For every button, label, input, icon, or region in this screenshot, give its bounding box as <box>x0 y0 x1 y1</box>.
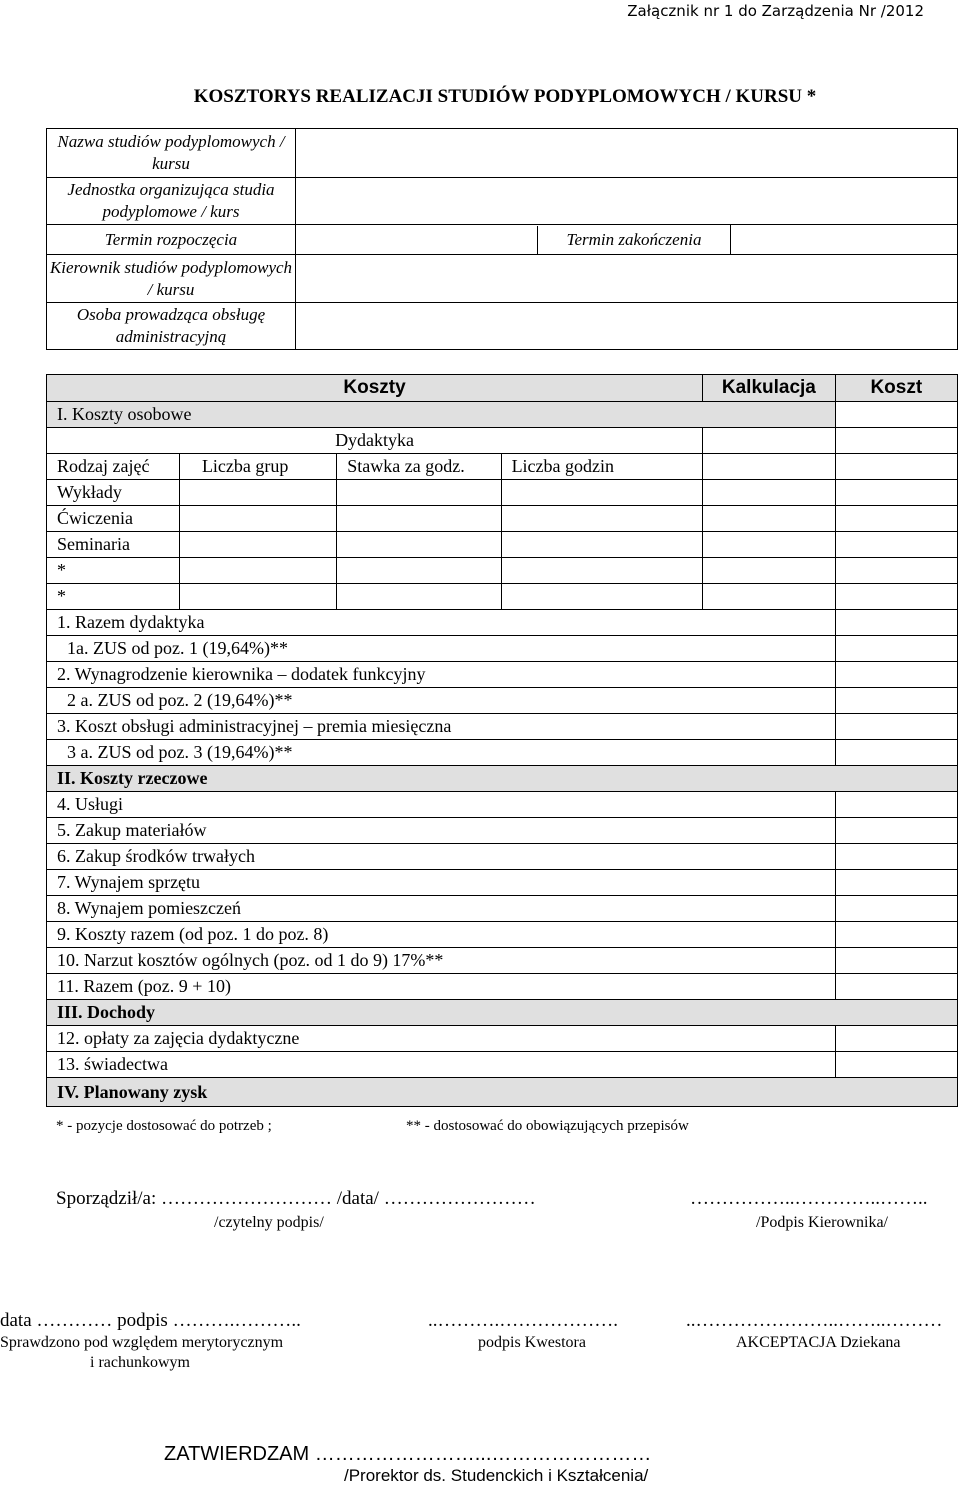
koszty-header: Koszty <box>47 375 703 402</box>
quaestor-dots: ..……….………………. <box>428 1310 618 1331</box>
rate-header: Stawka za godz. <box>337 454 501 480</box>
class-other: * <box>47 558 180 584</box>
cost-row: 8. Wynajem pomieszczeń <box>47 896 836 922</box>
manager-label: Kierownik studiów podyplomowych / kursu <box>47 255 296 303</box>
calc-cell[interactable] <box>703 558 836 584</box>
date-signature-line: data ………… podpis ……….……….. <box>0 1310 301 1331</box>
kalkulacja-header: Kalkulacja <box>703 375 836 402</box>
document-title: KOSZTORYS REALIZACJI STUDIÓW PODYPLOMOWYCH / KURSU * <box>193 86 817 107</box>
class-lectures: Wykłady <box>47 480 180 506</box>
study-name-field[interactable] <box>296 129 958 178</box>
dean-dots: ..…………………..……..……… <box>686 1310 943 1331</box>
rate-cell[interactable] <box>337 480 501 506</box>
cost-cell[interactable] <box>835 792 957 818</box>
cost-cell[interactable] <box>835 974 957 1000</box>
cost-cell[interactable] <box>835 662 957 688</box>
section-income: III. Dochody <box>47 1000 958 1026</box>
cost-table <box>46 374 958 1107</box>
admin-field[interactable] <box>296 303 958 350</box>
cost-cell[interactable] <box>835 402 957 428</box>
class-exercises: Ćwiczenia <box>47 506 180 532</box>
calc-cell[interactable] <box>703 480 836 506</box>
start-date-label: Termin rozpoczęcia <box>47 225 296 255</box>
cost-cell[interactable] <box>835 714 957 740</box>
cost-cell[interactable] <box>835 428 957 454</box>
calc-cell[interactable] <box>703 454 836 480</box>
rate-cell[interactable] <box>337 584 501 610</box>
section-material-costs: II. Koszty rzeczowe <box>47 766 958 792</box>
calc-cell[interactable] <box>703 428 836 454</box>
start-date-field[interactable] <box>296 225 731 255</box>
cost-cell[interactable] <box>835 740 957 766</box>
class-type-header: Rodzaj zajęć <box>47 454 180 480</box>
cost-cell[interactable] <box>835 584 957 610</box>
rate-cell[interactable] <box>337 532 501 558</box>
cost-row: 3 a. ZUS od poz. 3 (19,64%)** <box>47 740 836 766</box>
dydaktyka-header: Dydaktyka <box>47 428 703 454</box>
admin-label: Osoba prowadząca obsługę administracyjną <box>47 303 296 350</box>
prepared-line: Sporządził/a: ……………………… /data/ …………………… <box>56 1188 536 1209</box>
verified-caption-2: i rachunkowym <box>90 1354 190 1371</box>
hours-cell[interactable] <box>501 506 703 532</box>
cost-cell[interactable] <box>835 1052 957 1078</box>
cost-cell[interactable] <box>835 610 957 636</box>
class-other: * <box>47 584 180 610</box>
cost-cell[interactable] <box>835 948 957 974</box>
cost-row: 12. opłaty za zajęcia dydaktyczne <box>47 1026 836 1052</box>
cost-cell[interactable] <box>835 558 957 584</box>
unit-field[interactable] <box>296 178 958 225</box>
cost-cell[interactable] <box>835 506 957 532</box>
hours-cell[interactable] <box>501 584 703 610</box>
cost-cell[interactable] <box>835 454 957 480</box>
class-seminars: Seminaria <box>47 532 180 558</box>
prorector-caption: /Prorektor ds. Studenckich i Kształcenia/ <box>344 1466 649 1485</box>
koszt-header: Koszt <box>835 375 957 402</box>
footnote-right: ** - dostosować do obowiązujących przepisów <box>406 1118 689 1134</box>
rate-cell[interactable] <box>337 506 501 532</box>
cost-row: 1. Razem dydaktyka <box>47 610 836 636</box>
cost-cell[interactable] <box>835 896 957 922</box>
cost-cell[interactable] <box>835 1026 957 1052</box>
end-date-field[interactable] <box>731 225 958 255</box>
quaestor-caption: podpis Kwestora <box>478 1334 586 1351</box>
cost-cell[interactable] <box>835 480 957 506</box>
hours-cell[interactable] <box>501 558 703 584</box>
cost-cell[interactable] <box>835 818 957 844</box>
cost-row: 5. Zakup materiałów <box>47 818 836 844</box>
manager-dots: ……………..…………..…….. <box>690 1188 928 1209</box>
unit-label: Jednostka organizująca studia podyplomowe / kurs <box>47 178 296 225</box>
groups-cell[interactable] <box>179 558 336 584</box>
cost-row: 13. świadectwa <box>47 1052 836 1078</box>
cost-row: 2 a. ZUS od poz. 2 (19,64%)** <box>47 688 836 714</box>
info-table <box>46 128 958 350</box>
groups-header: Liczba grup <box>179 454 336 480</box>
cost-cell[interactable] <box>835 844 957 870</box>
cost-row: 2. Wynagrodzenie kierownika – dodatek funkcyjny <box>47 662 836 688</box>
cost-row: 1a. ZUS od poz. 1 (19,64%)** <box>47 636 836 662</box>
cost-row: 11. Razem (poz. 9 + 10) <box>47 974 836 1000</box>
verified-caption: Sprawdzono pod względem merytorycznym <box>0 1334 284 1351</box>
approve-line: ZATWIERDZAM ……………………...…………………… <box>164 1443 652 1465</box>
calc-cell[interactable] <box>703 506 836 532</box>
cost-cell[interactable] <box>835 922 957 948</box>
groups-cell[interactable] <box>179 506 336 532</box>
hours-cell[interactable] <box>501 532 703 558</box>
end-date-label: Termin zakończenia <box>537 226 730 254</box>
cost-row: 3. Koszt obsługi administracyjnej – premia miesięczna <box>47 714 836 740</box>
groups-cell[interactable] <box>179 532 336 558</box>
cost-row: 9. Koszty razem (od poz. 1 do poz. 8) <box>47 922 836 948</box>
calc-cell[interactable] <box>703 532 836 558</box>
cost-row: 7. Wynajem sprzętu <box>47 870 836 896</box>
manager-field[interactable] <box>296 255 958 303</box>
dean-caption: AKCEPTACJA Dziekana <box>736 1334 901 1351</box>
cost-cell[interactable] <box>835 688 957 714</box>
hours-header: Liczba godzin <box>501 454 703 480</box>
attachment-header: Załącznik nr 1 do Zarządzenia Nr /2012 <box>627 2 924 20</box>
groups-cell[interactable] <box>179 584 336 610</box>
section-personal-costs: I. Koszty osobowe <box>47 402 836 428</box>
manager-signature-caption: /Podpis Kierownika/ <box>756 1214 888 1231</box>
calc-cell[interactable] <box>703 584 836 610</box>
cost-row: 4. Usługi <box>47 792 836 818</box>
legible-signature-caption: /czytelny podpis/ <box>214 1214 324 1231</box>
groups-cell[interactable] <box>179 480 336 506</box>
hours-cell[interactable] <box>501 480 703 506</box>
study-name-label: Nazwa studiów podyplomowych / kursu <box>47 129 296 178</box>
section-profit: IV. Planowany zysk <box>47 1078 958 1107</box>
cost-cell[interactable] <box>835 870 957 896</box>
footnote-left: * - pozycje dostosować do potrzeb ; <box>56 1118 272 1134</box>
cost-row: 10. Narzut kosztów ogólnych (poz. od 1 do 9) 17%** <box>47 948 836 974</box>
cost-row: 6. Zakup środków trwałych <box>47 844 836 870</box>
rate-cell[interactable] <box>337 558 501 584</box>
cost-cell[interactable] <box>835 532 957 558</box>
cost-cell[interactable] <box>835 636 957 662</box>
